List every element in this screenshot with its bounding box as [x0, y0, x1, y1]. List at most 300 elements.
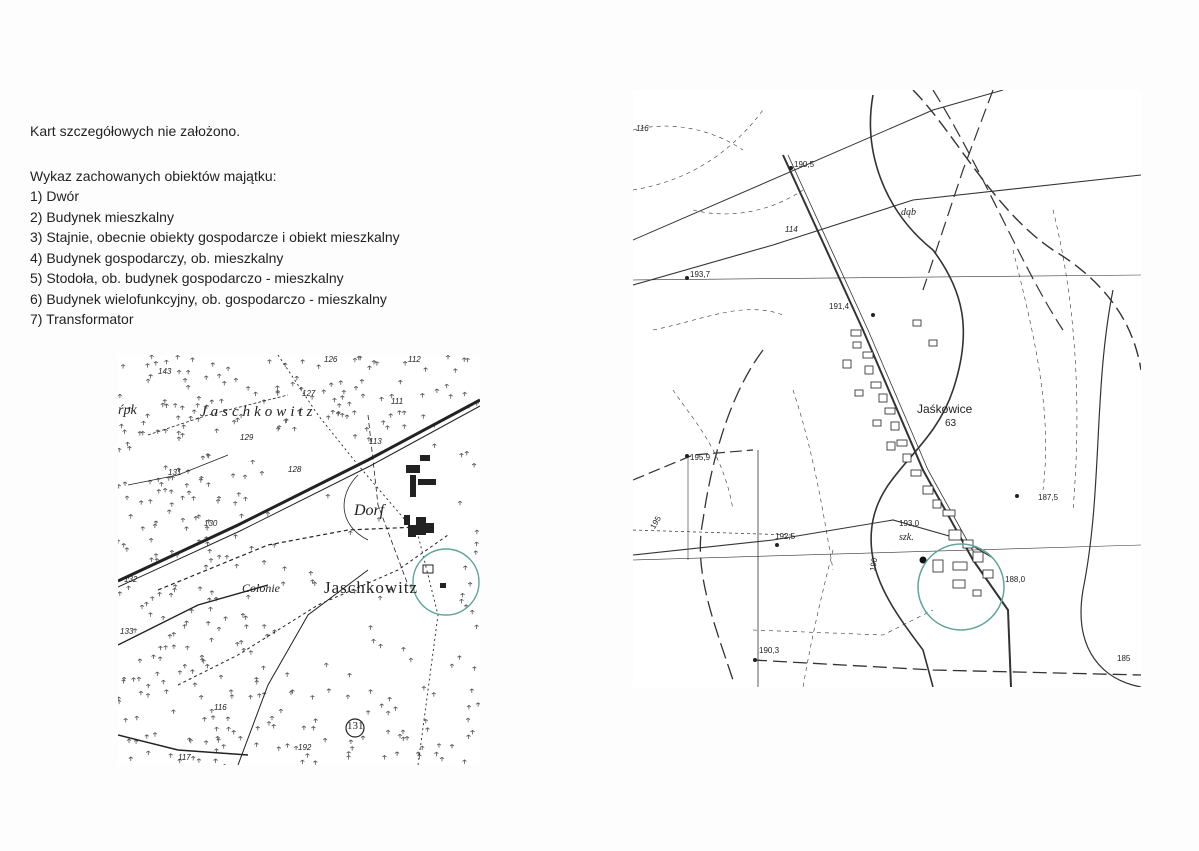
tree-symbol [234, 535, 238, 539]
tree-symbol [149, 538, 153, 542]
spot-height-label: 192,5 [775, 532, 796, 541]
tree-symbol [234, 378, 238, 382]
tree-symbol [194, 516, 198, 520]
tree-symbol [402, 647, 406, 651]
tree-symbol [422, 686, 426, 690]
tree-symbol [361, 736, 365, 740]
tree-symbol [353, 435, 357, 439]
contour-label: 116 [636, 124, 649, 133]
tree-symbol [279, 709, 283, 713]
tree-symbol [339, 381, 343, 385]
tree-symbol [446, 355, 450, 359]
tree-symbol [211, 716, 215, 720]
tree-symbol [465, 451, 469, 455]
map-label-village-number: 63 [945, 418, 957, 429]
tree-symbol [204, 565, 208, 569]
tree-symbol [260, 471, 264, 475]
tree-symbol [154, 554, 158, 558]
height-label: 133 [120, 627, 134, 636]
tree-symbol [210, 591, 214, 595]
tree-symbol [199, 479, 203, 483]
topographic-map-drawing [633, 90, 1141, 687]
tree-symbol [232, 731, 236, 735]
height-label: 117 [178, 753, 191, 762]
tree-symbol [216, 500, 220, 504]
tree-symbol [150, 597, 154, 601]
tree-symbol [204, 376, 208, 380]
tree-symbol [250, 546, 254, 550]
tree-symbol [146, 694, 150, 698]
objects-list [30, 186, 400, 330]
tree-symbol [463, 760, 467, 764]
tree-symbol [217, 739, 221, 743]
spot-height-label: 193,0 [899, 519, 920, 528]
tree-symbol [127, 739, 131, 743]
tree-symbol [342, 390, 346, 394]
tree-symbol [237, 493, 241, 497]
tree-symbol [189, 416, 193, 420]
tree-symbol [466, 358, 470, 362]
tree-symbol [141, 527, 145, 531]
spot-height-label: 193,7 [690, 270, 711, 279]
tree-symbol [207, 454, 211, 458]
tree-symbol [402, 411, 406, 415]
tree-symbol [336, 412, 340, 416]
tree-symbol [283, 567, 287, 571]
tree-symbol [238, 736, 242, 740]
tree-symbol [268, 360, 272, 364]
tree-symbol [243, 475, 247, 479]
tree-symbol [190, 670, 194, 674]
tree-symbol [401, 730, 405, 734]
tree-symbol [347, 402, 351, 406]
list-item: 3) Stajnie, obecnie obiekty gospodarcze i obiekt mieszkalny [30, 229, 400, 245]
tree-symbol [305, 754, 309, 758]
tree-symbol [181, 518, 185, 522]
map-label-school: szk. [899, 532, 914, 543]
tree-symbol [346, 695, 350, 699]
tree-symbol [285, 673, 289, 677]
tree-symbol [201, 456, 205, 460]
description-text [30, 121, 400, 330]
map-label-jaschkowitz: Jaschkowitz [324, 578, 419, 597]
list-item: 5) Stodoła, ob. budynek gospodarczo - mieszkalny [30, 270, 344, 286]
tree-symbol [144, 602, 148, 606]
tree-symbol [183, 625, 187, 629]
tree-symbol [172, 633, 176, 637]
tree-symbol [171, 710, 175, 714]
tree-symbol [173, 588, 177, 592]
tree-symbol [154, 362, 158, 366]
height-label: 129 [240, 433, 254, 442]
tree-symbol [192, 410, 196, 414]
tree-symbol [380, 704, 384, 708]
tree-symbol [185, 527, 189, 531]
tree-symbol [176, 416, 180, 420]
tree-symbol [239, 641, 243, 645]
tree-symbol [235, 564, 239, 568]
tree-symbol [121, 365, 125, 369]
height-label: 143 [158, 367, 172, 376]
tree-symbol [157, 490, 161, 494]
tree-symbol [468, 583, 472, 587]
tree-symbol [145, 735, 149, 739]
tree-symbol [402, 425, 406, 429]
estate-location-circle [413, 549, 479, 615]
tree-symbol [210, 638, 214, 642]
tree-symbol [123, 430, 127, 434]
map-label-oak: dąb [901, 207, 916, 218]
tree-symbol [229, 690, 233, 694]
tree-symbol [340, 396, 344, 400]
tree-symbol [395, 752, 399, 756]
tree-symbol [180, 406, 184, 410]
tree-symbol [177, 431, 181, 435]
tree-symbol [214, 759, 218, 763]
tree-symbol [164, 646, 168, 650]
tree-symbol [329, 383, 333, 387]
tree-symbol [159, 482, 163, 486]
tree-symbol [311, 580, 315, 584]
tree-symbol [186, 370, 190, 374]
map-label-colonie: Colonie [242, 581, 280, 595]
tree-symbol [161, 680, 165, 684]
tree-symbol [434, 752, 438, 756]
tree-symbol [244, 625, 248, 629]
tree-symbol [251, 460, 255, 464]
tree-symbol [150, 355, 154, 359]
tree-symbol [313, 761, 317, 765]
tree-symbol [254, 743, 258, 747]
tree-symbol [277, 747, 281, 751]
tree-symbol [458, 501, 462, 505]
height-label: 112 [408, 355, 421, 364]
height-label: 128 [288, 465, 302, 474]
tree-symbol [118, 540, 120, 544]
tree-symbol [349, 740, 353, 744]
tree-symbol [326, 494, 330, 498]
tree-symbol [177, 437, 181, 441]
tree-symbol [348, 531, 352, 535]
tree-symbol [135, 716, 139, 720]
tree-symbol [397, 411, 401, 415]
tree-symbol [326, 416, 330, 420]
tree-symbol [462, 358, 466, 362]
tree-symbol [466, 718, 470, 722]
contour-label: 190 [868, 557, 880, 572]
tree-symbol [324, 663, 328, 667]
tree-symbol [137, 677, 141, 681]
tree-symbol [380, 397, 384, 401]
tree-symbol [235, 642, 239, 646]
tree-symbol [322, 390, 326, 394]
tree-symbol [138, 659, 142, 663]
height-label: 113 [369, 437, 382, 446]
tree-symbol [401, 737, 405, 741]
tree-symbol [205, 664, 209, 668]
tree-symbol [124, 718, 128, 722]
tree-symbol [225, 555, 229, 559]
contour-label: 185 [1117, 654, 1131, 663]
tree-symbol [118, 485, 121, 489]
tree-symbol [445, 384, 449, 388]
tree-symbol [291, 382, 295, 386]
tree-symbol [471, 730, 475, 734]
tree-symbol [472, 667, 476, 671]
tree-symbol [206, 483, 210, 487]
tree-symbol [198, 587, 202, 591]
tree-symbol [146, 364, 150, 368]
tree-symbol [475, 625, 479, 629]
tree-symbol [475, 542, 479, 546]
tree-symbol [152, 655, 156, 659]
tree-symbol [403, 362, 407, 366]
tree-symbol [223, 764, 227, 765]
spot-height-label: 190,3 [759, 646, 780, 655]
tree-symbol [450, 664, 454, 668]
tree-symbol [449, 395, 453, 399]
tree-symbol [323, 738, 327, 742]
tree-symbol [164, 690, 168, 694]
tree-symbol [345, 415, 349, 419]
tree-symbol [453, 369, 457, 373]
list-item: 6) Budynek wielofunkcyjny, ob. gospodarczo - mieszkalny [30, 290, 387, 307]
tree-symbol [383, 756, 387, 760]
tree-symbol [386, 711, 390, 715]
tree-symbol [122, 544, 126, 548]
tree-symbol [181, 433, 185, 437]
tree-symbol [261, 666, 265, 670]
map-label-jaschkowitz-top: Jaschkowitz [200, 404, 317, 420]
tree-symbol [217, 374, 221, 378]
tree-symbol [161, 616, 165, 620]
tree-symbol [206, 454, 210, 458]
tree-symbol [216, 736, 220, 740]
tree-symbol [215, 727, 219, 731]
tree-symbol [173, 585, 177, 589]
tree-symbol [187, 491, 191, 495]
tree-symbol [169, 593, 173, 597]
tree-symbol [365, 428, 369, 432]
height-label: 132 [124, 575, 138, 584]
tree-symbol [122, 680, 126, 684]
tree-symbol [183, 379, 187, 383]
tree-symbol [450, 745, 454, 749]
tree-symbol [272, 725, 276, 729]
tree-symbol [372, 639, 376, 643]
tree-symbol [178, 671, 182, 675]
tree-symbol [153, 524, 157, 528]
tree-symbol [222, 745, 226, 749]
height-label: 131 [168, 468, 182, 477]
topographic-map [633, 90, 1141, 687]
tree-symbol [459, 453, 463, 457]
objects-list-heading: Wykaz zachowanych obiektów majątku: [30, 167, 277, 184]
contour-label: 195 [648, 514, 663, 531]
tree-symbol [467, 705, 471, 709]
tree-symbol [389, 414, 393, 418]
tree-symbol [420, 394, 424, 398]
tree-symbol [163, 488, 167, 492]
tree-symbol [139, 691, 143, 695]
tree-symbol [300, 760, 304, 764]
tree-symbol [177, 370, 181, 374]
tree-symbol [146, 414, 150, 418]
tree-symbol [463, 566, 467, 570]
tree-symbol [118, 592, 122, 596]
tree-symbol [398, 734, 402, 738]
tree-symbol [432, 444, 436, 448]
tree-symbol [314, 719, 318, 723]
tree-symbol [350, 747, 354, 751]
tree-symbol [158, 657, 162, 661]
tree-symbol [133, 629, 137, 633]
tree-symbol [337, 404, 341, 408]
list-item: 1) Dwór [30, 188, 80, 204]
tree-symbol [167, 510, 171, 514]
tree-symbol [192, 497, 196, 501]
spot-height-label: 190,5 [794, 160, 815, 169]
tree-symbol [381, 421, 385, 425]
tree-symbol [183, 664, 187, 668]
tree-symbol [148, 613, 152, 617]
tree-symbol [311, 727, 315, 731]
map-label-pk: ŕpk [118, 403, 137, 418]
tree-symbol [219, 675, 223, 679]
tree-symbol [421, 415, 425, 419]
tree-symbol [125, 496, 129, 500]
tree-symbol [197, 515, 201, 519]
tree-symbol [309, 572, 313, 576]
spot-height-label: 188,0 [1005, 575, 1026, 584]
tree-symbol [181, 496, 185, 500]
tree-symbol [432, 693, 436, 697]
tree-symbol [463, 392, 467, 396]
tree-symbol [227, 727, 231, 731]
tree-symbol [119, 424, 123, 428]
tree-symbol [226, 717, 230, 721]
tree-symbol [313, 582, 317, 586]
tree-symbol [224, 617, 228, 621]
intro-note: Kart szczegółowych nie założono. [30, 123, 241, 139]
tree-symbol [155, 672, 159, 676]
tree-symbol [141, 431, 145, 435]
tree-symbol [286, 744, 290, 748]
tree-symbol [140, 605, 144, 609]
tree-symbol [219, 399, 223, 403]
tree-symbol [460, 599, 464, 603]
tree-symbol [230, 695, 234, 699]
tree-symbol [405, 737, 409, 741]
tree-symbol [361, 394, 365, 398]
tree-symbol [185, 621, 189, 625]
tree-symbol [127, 447, 131, 451]
tree-symbol [301, 360, 305, 364]
tree-symbol [168, 635, 172, 639]
tree-symbol [127, 586, 131, 590]
tree-symbol [386, 730, 390, 734]
tree-symbol [142, 421, 146, 425]
tree-symbol [132, 678, 136, 682]
tree-symbol [435, 389, 439, 393]
height-label: 111 [391, 397, 404, 406]
tree-symbol [348, 673, 352, 677]
tree-symbol [352, 411, 356, 415]
tree-symbol [385, 426, 389, 430]
tree-symbol [118, 448, 121, 452]
tree-symbol [262, 625, 266, 629]
tree-symbol [266, 512, 270, 516]
tree-symbol [197, 397, 201, 401]
tree-symbol [472, 464, 476, 468]
tree-symbol [138, 432, 142, 436]
tree-symbol [398, 380, 402, 384]
tree-symbol [440, 757, 444, 761]
tree-symbol [233, 502, 237, 506]
tree-symbol [379, 644, 383, 648]
tree-symbol [118, 394, 122, 398]
tree-symbol [158, 592, 162, 596]
tree-symbol [246, 387, 250, 391]
tree-symbol [467, 735, 471, 739]
map-label-dorf: Dorf [354, 502, 385, 519]
tree-symbol [470, 689, 474, 693]
tree-symbol [347, 752, 351, 756]
tree-symbol [146, 751, 150, 755]
tree-symbol [165, 404, 169, 408]
list-item: 2) Budynek mieszkalny [30, 208, 174, 225]
tree-symbol [158, 646, 162, 650]
height-label: 130 [204, 519, 218, 528]
height-label: 126 [324, 355, 338, 364]
height-label: 192 [298, 743, 312, 752]
tree-symbol [249, 695, 253, 699]
tree-symbol [209, 559, 213, 563]
tree-symbol [457, 656, 461, 660]
tree-symbol [331, 410, 335, 414]
tree-symbol [176, 355, 180, 359]
list-item: 7) Transformator [30, 311, 134, 327]
tree-symbol [129, 515, 133, 519]
tree-symbol [474, 551, 478, 555]
spot-height-label: 191,4 [829, 302, 850, 311]
tree-symbol [354, 386, 358, 390]
tree-symbol [150, 558, 154, 562]
tree-symbol [163, 400, 167, 404]
tree-symbol [209, 607, 213, 611]
tree-symbol [394, 707, 398, 711]
tree-symbol [217, 555, 221, 559]
tree-symbol [256, 727, 260, 731]
tree-symbol [149, 375, 153, 379]
tree-symbol [353, 358, 357, 362]
tree-symbol [426, 728, 430, 732]
tree-symbol [173, 404, 177, 408]
tree-symbol [197, 759, 201, 763]
tree-symbol [153, 733, 157, 737]
tree-symbol [295, 376, 299, 380]
tree-symbol [267, 722, 271, 726]
tree-symbol [244, 616, 248, 620]
tree-symbol [249, 651, 253, 655]
tree-symbol [257, 694, 261, 698]
tree-symbol [208, 549, 212, 553]
tree-symbol [170, 503, 174, 507]
tree-symbol [470, 610, 474, 614]
tree-symbol [347, 756, 351, 760]
tree-symbol [281, 582, 285, 586]
tree-symbol [375, 362, 379, 366]
